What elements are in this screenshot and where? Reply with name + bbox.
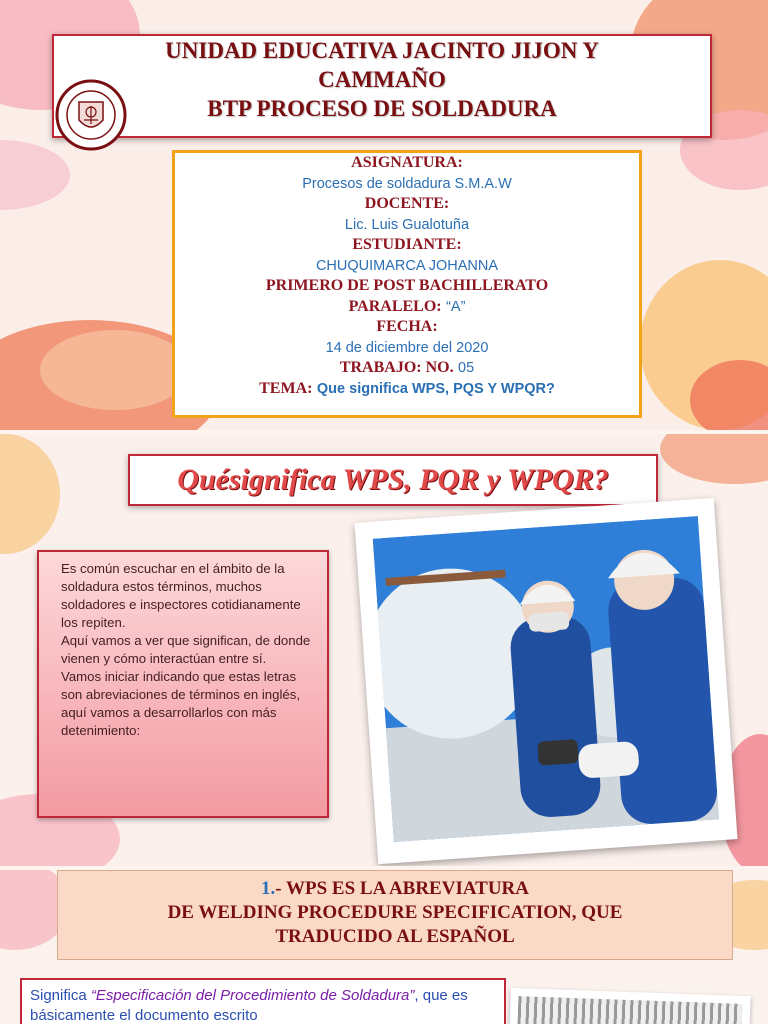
cover-info-box [172, 150, 642, 418]
trabajo-label: TRABAJO: NO. [339, 359, 454, 376]
tema-value: Que significa WPS, PQS Y WPQR? [316, 380, 555, 397]
wps-heading-box [57, 870, 733, 960]
paralelo-row [175, 297, 639, 318]
intro-paragraph: Aquí vamos a ver que significan, de donde vienen y cómo interactúan entre sí. [61, 633, 311, 666]
intro-paragraph: Es común escuchar en el ámbito de la soldadura estos términos, muchos soldadores e inspectores cotidianamente los repiten. [61, 561, 301, 630]
wps-heading-line [58, 871, 732, 901]
trabajo-value: 05 [458, 360, 475, 376]
decor-blob [0, 434, 60, 554]
asignatura-label: ASIGNATURA: [351, 154, 463, 171]
intro-paragraph: Vamos iniciar indicando que estas letras son abreviaciones de términos en inglés, aquí vamos a desarrollarlos con más detenimiento: [61, 669, 300, 738]
tema-label: TEMA: [259, 379, 313, 397]
docente-label: DOCENTE: [364, 195, 450, 212]
definition-prefix: Significa [30, 987, 91, 1004]
intro-slide [0, 434, 768, 866]
school-title-line: BTP PROCESO DE SOLDADURA [207, 96, 557, 121]
fecha-label: FECHA: [376, 318, 438, 335]
paralelo-value: “A” [446, 298, 466, 315]
workers-image [373, 516, 719, 842]
decor-blob [40, 330, 190, 410]
nivel-text: PRIMERO DE POST BACHILLERATO [265, 277, 549, 294]
wps-heading-line: TRADUCIDO AL ESPAÑOL [275, 926, 515, 947]
docente-value: Lic. Luis Gualotuña [344, 216, 470, 233]
paralelo-label: PARALELO: [348, 297, 442, 315]
welders-photo [355, 498, 738, 864]
document-photo [509, 988, 750, 1024]
document-image [517, 996, 742, 1024]
wps-heading-line: DE WELDING PROCEDURE SPECIFICATION, QUE [167, 902, 623, 923]
asignatura-value: Procesos de soldadura S.M.A.W [302, 175, 512, 192]
wps-heading-text: - WPS ES LA ABREVIATURA [275, 878, 529, 899]
school-title-line: CAMMAÑO [318, 67, 446, 92]
trabajo-row [175, 358, 639, 379]
question-title-box [128, 454, 658, 506]
estudiante-label: ESTUDIANTE: [352, 236, 462, 253]
cover-slide [0, 0, 768, 430]
wps-number: 1. [261, 878, 276, 899]
school-seal-logo [55, 70, 127, 160]
definition-quote: “Especificación del Procedimiento de Soldadura” [90, 987, 415, 1004]
school-title-line: UNIDAD EDUCATIVA JACINTO JIJON Y [165, 38, 599, 63]
intro-text [39, 552, 327, 740]
school-title-box [52, 34, 712, 138]
wps-definition-box [20, 978, 506, 1024]
question-title: Quésignifica WPS, PQR y WPQR? [177, 463, 609, 496]
intro-text-box [37, 550, 329, 818]
definition-suffix: , que es básicamente el documento escrito [30, 987, 468, 1024]
tema-row [175, 379, 639, 400]
fecha-value: 14 de diciembre del 2020 [325, 339, 489, 356]
decor-blob [660, 434, 768, 484]
wps-definition-text [22, 980, 504, 1024]
estudiante-value: CHUQUIMARCA JOHANNA [315, 257, 499, 274]
wps-slide [0, 870, 768, 1024]
